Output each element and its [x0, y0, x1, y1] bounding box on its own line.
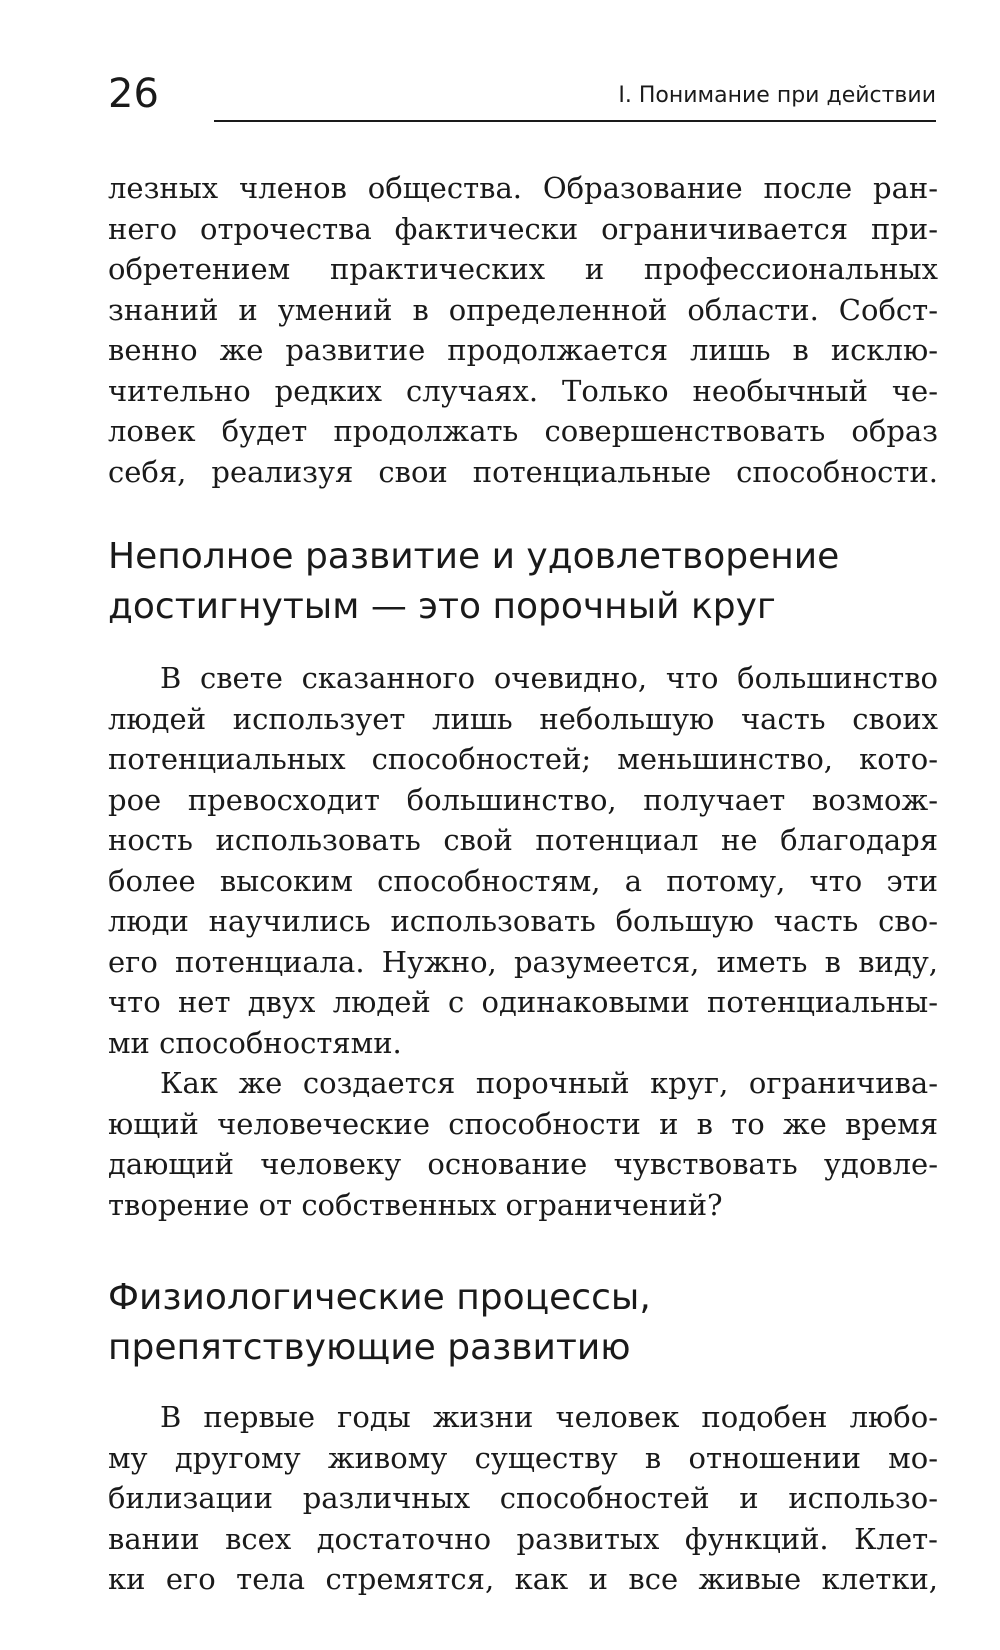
text-line: него отрочества фактически ограничивается при- [108, 211, 938, 246]
header-rule [214, 120, 936, 122]
text-line: дающий человеку основание чувствовать удовле- [108, 1147, 938, 1181]
text-line: себя, реализуя свои потенциальные способности. [108, 454, 938, 489]
text-line: знаний и умений в определенной области. Собст- [108, 292, 938, 327]
text-line: Как же создается порочный круг, ограничива- [160, 1066, 938, 1100]
section-heading-vicious-circle [108, 532, 938, 632]
page-number: 26 [108, 71, 159, 117]
heading-line: Неполное развитие и удовлетворение [108, 536, 840, 577]
text-line: обретением практических и профессиональных [108, 252, 938, 286]
text-line: ки его тела стремятся, как и все живые клетки, [108, 1562, 938, 1596]
paragraph-question [108, 1063, 938, 1225]
text-line: люди научились использовать большую часть сво- [108, 904, 938, 938]
text-line: ность использовать свой потенциал не благодаря [108, 823, 938, 857]
text-line: В свете сказанного очевидно, что большинство [160, 661, 938, 695]
running-head: I. Понимание при действии [618, 83, 936, 108]
intro-paragraph [108, 168, 938, 492]
text-line: ющий человеческие способности и в то же время [108, 1106, 938, 1141]
heading-line: препятствующие развитию [108, 1327, 631, 1368]
text-line: людей использует лишь небольшую часть своих [108, 701, 938, 736]
text-line: более высоким способностям, а потому, что эти [108, 863, 938, 898]
text-line: венно же развитие продолжается лишь в исклю- [108, 333, 938, 367]
text-line: вании всех достаточно развитых функций. Клет- [108, 1521, 938, 1556]
text-line: В первые годы жизни человек подобен любо- [160, 1400, 938, 1434]
text-line: ми способностями. [108, 1025, 402, 1060]
text-line: ловек будет продолжать совершенствовать образ [108, 414, 938, 448]
text-line: потенциальных способностей; меньшинство, кото- [108, 742, 938, 776]
text-line: что нет двух людей с одинаковыми потенциальны- [108, 985, 938, 1019]
text-line: его потенциала. Нужно, разумеется, иметь в виду, [108, 944, 938, 979]
section-heading-physiological [108, 1273, 938, 1373]
text-line: творение от собственных ограничений? [108, 1187, 723, 1222]
text-line: му другому живому существу в отношении мо- [108, 1440, 938, 1475]
paragraph-early-years [108, 1397, 938, 1600]
page-body [108, 168, 938, 1600]
text-line: чительно редких случаях. Только необычный че- [108, 373, 938, 408]
text-line: билизации различных способностей и использо- [108, 1481, 938, 1515]
heading-line: Физиологические процессы, [108, 1277, 651, 1318]
text-line: рое превосходит большинство, получает возмож- [108, 782, 938, 817]
paragraph-majority [108, 658, 938, 1063]
text-line: лезных членов общества. Образование после ран- [108, 171, 938, 205]
heading-line: достигнутым — это порочный круг [108, 586, 776, 627]
